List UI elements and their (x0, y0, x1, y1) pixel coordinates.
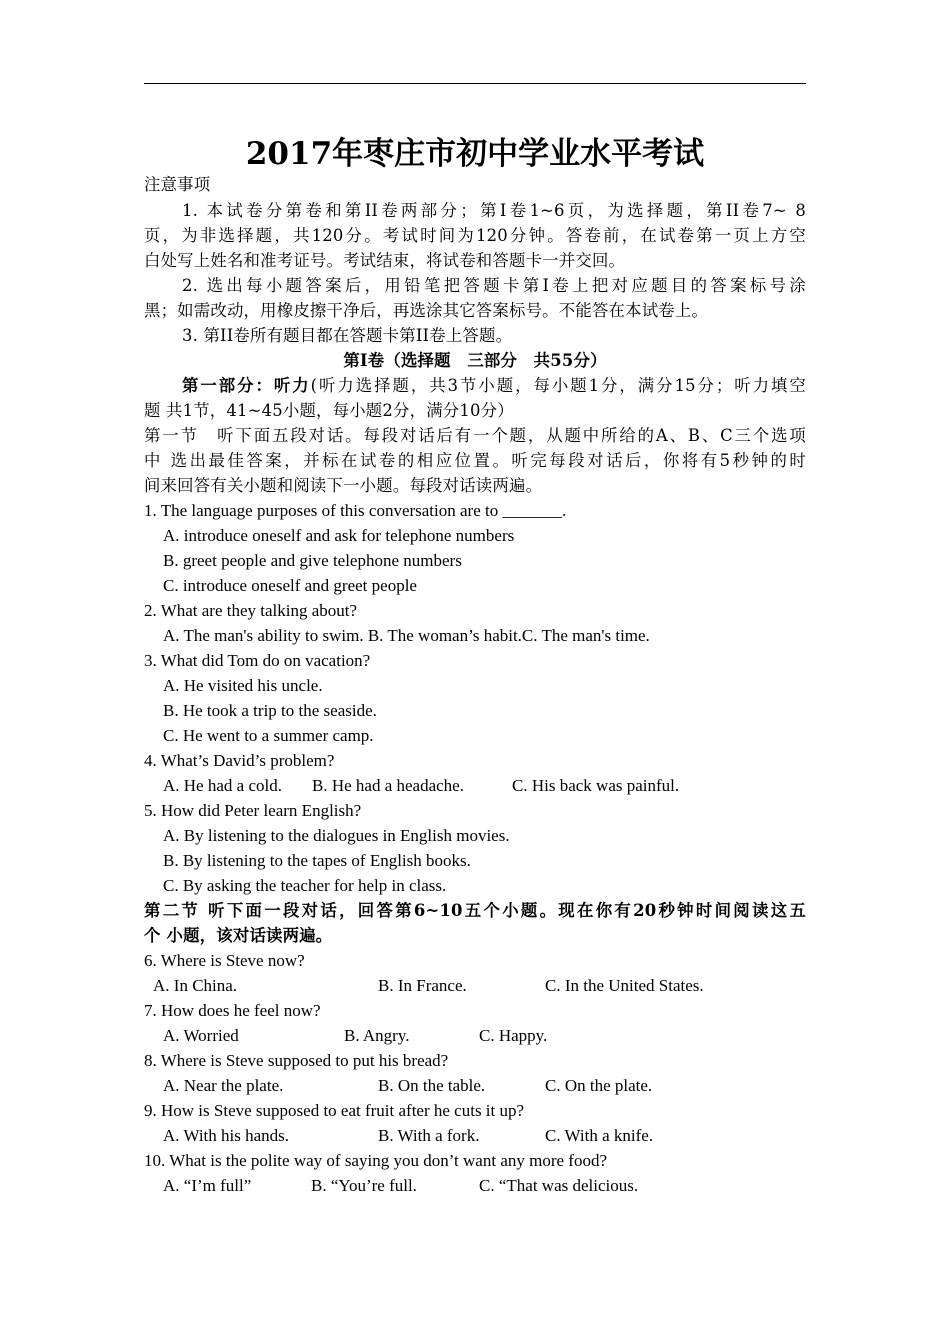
q6-options (144, 973, 806, 998)
q10-options (144, 1173, 806, 1198)
q1-option-b: B. greet people and give telephone numbers (163, 551, 462, 570)
q4-options (144, 773, 806, 798)
q9-question: 9. How is Steve supposed to eat fruit after he cuts it up? (144, 1101, 525, 1120)
notice-line-6: 3. 第II卷所有题目都在答题卡第II卷上答题。 (182, 326, 513, 345)
q8-options (144, 1073, 806, 1098)
q10-option-c: C. “That was delicious. (479, 1176, 639, 1195)
q8-question: 8. Where is Steve supposed to put his bread? (144, 1051, 449, 1070)
q5-option-c: C. By asking the teacher for help in class. (163, 876, 447, 895)
q7-option-c: C. Happy. (479, 1026, 548, 1045)
q7-question: 7. How does he feel now? (144, 1001, 321, 1020)
sec2-line-1: 第二节 听下面一段对话，回答第6~10五个小题。现在你有20秒钟时间阅读这五 (144, 901, 806, 920)
sec1-line-3: 间来回答有关小题和阅读下一小题。每段对话读两遍。 (144, 476, 543, 495)
q6-option-a: A. In China. (153, 976, 238, 995)
q10-option-a: A. “I’m full” (163, 1176, 252, 1195)
q10-question: 10. What is the polite way of saying you don’t want any more food? (144, 1151, 608, 1170)
q3-question: 3. What did Tom do on vacation? (144, 651, 371, 670)
q9-option-a: A. With his hands. (163, 1126, 290, 1145)
part1-line-1 (182, 373, 806, 398)
sec1-line-1: 第一节 听下面五段对话。每段对话后有一个题，从题中所给的A、B、C三个选项 (144, 426, 806, 445)
sec2-line-2: 个 小题，该对话读两遍。 (144, 926, 333, 945)
part1-desc-1: (听力选择题，共3节小题，每小题1分，满分15分；听力填空 (310, 376, 806, 395)
q5-option-b: B. By listening to the tapes of English books. (163, 851, 471, 870)
q3-option-b: B. He took a trip to the seaside. (163, 701, 377, 720)
q7-option-b: B. Angry. (344, 1026, 410, 1045)
q6-option-b: B. In France. (378, 976, 467, 995)
q4-option-c: C. His back was painful. (512, 776, 680, 795)
q6-option-c: C. In the United States. (545, 976, 704, 995)
q4-option-b: B. He had a headache. (312, 776, 464, 795)
q9-option-b: B. With a fork. (378, 1126, 480, 1145)
q7-option-a: A. Worried (163, 1026, 239, 1045)
sec1-line-2: 中 选出最佳答案，并标在试卷的相应位置。听完每段对话后，你将有5秒钟的时 (144, 451, 806, 470)
q9-options (144, 1123, 806, 1148)
q3-option-c: C. He went to a summer camp. (163, 726, 374, 745)
q1-option-c: C. introduce oneself and greet people (163, 576, 417, 595)
q2-options: A. The man's ability to swim. B. The woman’s habit.C. The man's time. (163, 626, 650, 645)
q8-option-c: C. On the plate. (545, 1076, 653, 1095)
q4-question: 4. What’s David’s problem? (144, 751, 335, 770)
notice-line-3: 白处写上姓名和准考证号。考试结束，将试卷和答题卡一并交回。 (144, 251, 626, 270)
q10-option-b: B. “You’re full. (311, 1176, 417, 1195)
q1-question: 1. The language purposes of this conversation are to _______. (144, 501, 567, 520)
notice-line-4: 2. 选出每小题答案后，用铅笔把答题卡第I卷上把对应题目的答案标号涂 (182, 276, 806, 295)
q9-option-c: C. With a knife. (545, 1126, 654, 1145)
q5-option-a: A. By listening to the dialogues in English movies. (163, 826, 510, 845)
q1-option-a: A. introduce oneself and ask for telephone numbers (163, 526, 515, 545)
header-rule (144, 83, 806, 84)
notice-header: 注意事项 (144, 175, 211, 194)
notice-line-1: 1. 本试卷分第卷和第II卷两部分；第I卷1~6页，为选择题，第II卷7~ 8 (182, 201, 806, 220)
q4-option-a: A. He had a cold. (163, 776, 282, 795)
part1-label: 第一部分：听力 (182, 376, 311, 395)
q8-option-a: A. Near the plate. (163, 1076, 284, 1095)
section-title: 第I卷（选择题 三部分 共55分） (343, 351, 607, 370)
notice-line-5: 黑；如需改动，用橡皮擦干净后，再选涂其它答案标号。不能答在本试卷上。 (144, 301, 709, 320)
q8-option-b: B. On the table. (378, 1076, 486, 1095)
q6-question: 6. Where is Steve now? (144, 951, 305, 970)
notice-line-2: 页，为非选择题，共120分。考试时间为120分钟。答卷前，在试卷第一页上方空 (144, 226, 806, 245)
page-title: 2017年枣庄市初中学业水平考试 (245, 136, 705, 172)
part1-line-2: 题 共1节，41~45小题，每小题2分，满分10分） (144, 401, 514, 420)
q5-question: 5. How did Peter learn English? (144, 801, 362, 820)
q7-options (144, 1023, 806, 1048)
q2-question: 2. What are they talking about? (144, 601, 358, 620)
q3-option-a: A. He visited his uncle. (163, 676, 323, 695)
